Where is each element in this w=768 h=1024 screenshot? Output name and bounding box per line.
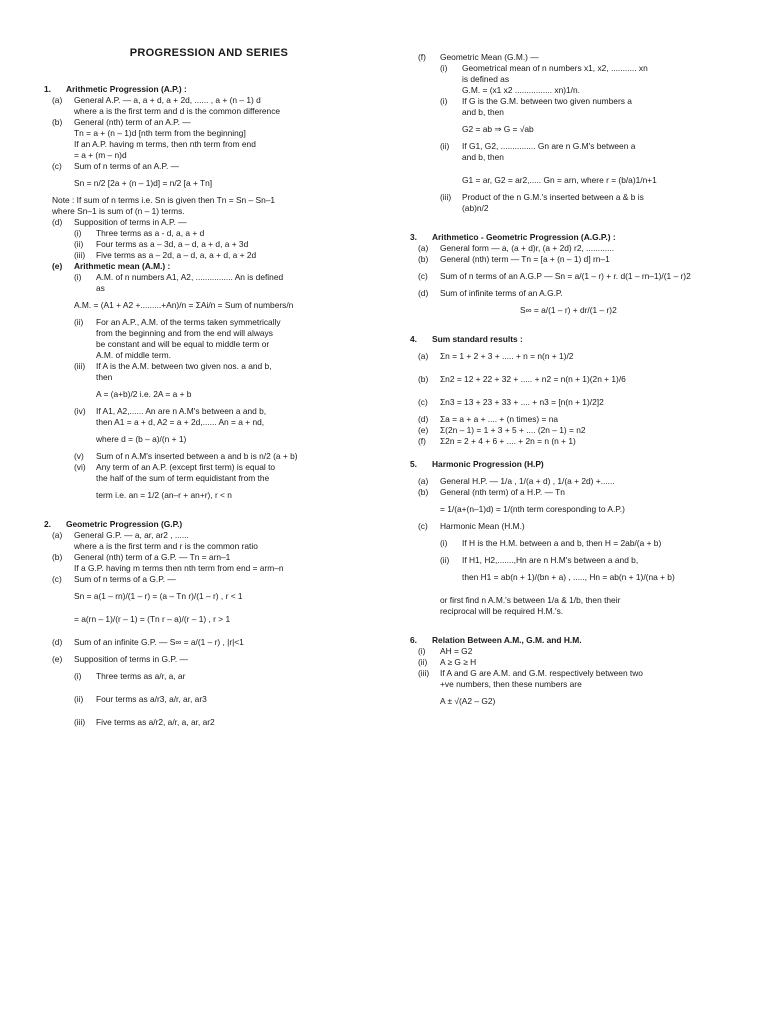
item-label: (ii) (440, 555, 450, 565)
item-text: General (nth term) of a H.P. — Tn (440, 487, 565, 497)
spacer (410, 385, 730, 397)
text-line: A ± √(A2 – G2) (440, 696, 496, 706)
item-text: A ≥ G ≥ H (440, 657, 477, 667)
sub-list-item (44, 462, 374, 473)
item-label: (i) (418, 646, 426, 656)
section-title: Arithmetico - Geometric Progression (A.G.P.) : (432, 232, 616, 242)
text-line: where Sn–1 is sum of (n – 1) terms. (52, 206, 185, 216)
item-text: Sum of infinite terms of an A.G.P. (440, 288, 563, 298)
item-text: Product of the n G.M.'s inserted between a & b is (462, 192, 644, 202)
item-text: Sum of an infinite G.P. — S∞ = a/(1 – r) , |r|<1 (74, 637, 244, 647)
section-heading (410, 459, 730, 470)
sub-list-item (44, 272, 374, 283)
item-label: (iii) (440, 192, 452, 202)
text-line: S∞ = a/(1 – r) + dr/(1 – r)2 (520, 305, 617, 315)
item-text: General G.P. — a, ar, ar2 , ...... (74, 530, 189, 540)
text-line: and b, then (462, 107, 504, 117)
item-label: (ii) (74, 239, 84, 249)
list-item (410, 271, 730, 282)
spacer (410, 617, 730, 629)
sub-list-item (44, 317, 374, 328)
item-text: AH = G2 (440, 646, 473, 656)
sub-list-item (410, 555, 730, 566)
item-label: (c) (418, 521, 428, 531)
list-item (410, 436, 730, 447)
sub-list-item (44, 250, 374, 261)
section-title: Sum standard results : (432, 334, 523, 344)
text-line: Sn = a(1 – rn)/(1 – r) = (a – Tn r)/(1 – r) , r < 1 (74, 591, 243, 601)
text-line: +ve numbers, then these numbers are (440, 679, 582, 689)
list-item (410, 397, 730, 408)
spacer (44, 705, 374, 717)
item-label: (iii) (74, 250, 86, 260)
text-line: G.M. = (x1 x2 ................ xn)1/n. (462, 85, 580, 95)
sub-list-item (410, 192, 730, 203)
text-line: Sn = n/2 [2a + (n – 1)d] = n/2 [a + Tn] (74, 178, 213, 188)
item-label: (i) (440, 96, 448, 106)
spacer (410, 316, 730, 328)
item-text: Five terms as a/r2, a/r, a, ar, ar2 (96, 717, 215, 727)
list-item (410, 288, 730, 299)
section-heading (44, 84, 374, 95)
item-text: Sum of n terms of a G.P. — (74, 574, 176, 584)
sub-list-item (44, 228, 374, 239)
item-label: (iv) (74, 406, 86, 416)
list-item (410, 52, 730, 63)
item-text: Harmonic Mean (H.M.) (440, 521, 525, 531)
text-line: where a is the first term and r is the common ratio (74, 541, 258, 551)
item-text: Σ(2n – 1) = 1 + 3 + 5 + .... (2n – 1) = n2 (440, 425, 586, 435)
section-number: 2. (44, 519, 51, 529)
text-line: G2 = ab ⇒ G = √ab (462, 124, 534, 134)
spacer (410, 163, 730, 175)
spacer (410, 583, 730, 595)
item-text: Geometrical mean of n numbers x1, x2, ........... xn (462, 63, 648, 73)
item-text: Sum of n terms of an A.P. — (74, 161, 180, 171)
item-label: (ii) (418, 657, 428, 667)
item-label: (a) (52, 95, 63, 105)
sub-list-item (44, 694, 374, 705)
section-number: 6. (410, 635, 417, 645)
section-heading (410, 635, 730, 646)
section-number: 1. (44, 84, 51, 94)
item-text: Geometric Mean (G.M.) — (440, 52, 539, 62)
item-label: (f) (418, 436, 426, 446)
item-text: Σa = a + a + .... + (n times) = na (440, 414, 559, 424)
section-title: Relation Between A.M., G.M. and H.M. (432, 635, 582, 645)
page-title: PROGRESSION AND SERIES (129, 47, 289, 59)
text-line: A = (a+b)/2 i.e. 2A = a + b (96, 389, 192, 399)
item-text: General H.P. — 1/a , 1/(a + d) , 1/(a + 2d) +...... (440, 476, 615, 486)
spacer (44, 625, 374, 637)
text-line: then A1 = a + d, A2 = a + 2d,...... An = a + nd, (96, 417, 265, 427)
item-text: Any term of an A.P. (except first term) is equal to (96, 462, 276, 472)
item-text: Sum of n A.M's inserted between a and b is n/2 (a + b) (96, 451, 298, 461)
list-item (410, 425, 730, 436)
text-line: then H1 = ab(n + 1)/(bn + a) , ....., Hn = ab(n + 1)/(na + b) (462, 572, 675, 582)
list-item (44, 530, 374, 541)
list-item (44, 654, 374, 665)
item-text: Four terms as a/r3, a/r, ar, ar3 (96, 694, 207, 704)
item-label: (v) (74, 451, 84, 461)
sub-list-item (44, 671, 374, 682)
item-text: General (nth) term of a G.P. — Tn = arn–1 (74, 552, 231, 562)
item-text: If H is the H.M. between a and b, then H = 2ab/(a + b) (462, 538, 662, 548)
section-title: Harmonic Progression (H.P) (432, 459, 544, 469)
text-line: be constant and will be equal to middle term or (96, 339, 270, 349)
item-label: (b) (52, 552, 63, 562)
item-label: (a) (418, 476, 429, 486)
item-label: (c) (418, 397, 428, 407)
item-label: (vi) (74, 462, 86, 472)
item-label: (c) (418, 271, 428, 281)
item-label: (i) (74, 671, 82, 681)
item-label: (ii) (74, 317, 84, 327)
item-text: Σn2 = 12 + 22 + 32 + ..... + n2 = n(n + 1)(2n + 1)/6 (440, 374, 626, 384)
text-line: reciprocal will be required H.M.'s. (440, 606, 564, 616)
list-item (410, 374, 730, 385)
item-text: If A1, A2,...... An are n A.M's between a and b, (96, 406, 267, 416)
item-text: If H1, H2,.......,Hn are n H.M's between a and b, (462, 555, 639, 565)
sub-list-item (44, 451, 374, 462)
spacer (410, 362, 730, 374)
item-label: (a) (418, 351, 429, 361)
item-label: (c) (52, 574, 62, 584)
text-line: A.M. of middle term. (96, 350, 171, 360)
item-label: (f) (418, 52, 426, 62)
text-line: (ab)n/2 (462, 203, 489, 213)
text-line: If an A.P. having m terms, then nth term from end (74, 139, 256, 149)
item-label: (i) (440, 63, 448, 73)
section-heading (44, 519, 374, 530)
section-number: 5. (410, 459, 417, 469)
item-label: (b) (418, 254, 429, 264)
list-item (410, 668, 730, 679)
spacer (410, 447, 730, 453)
item-label: (b) (418, 374, 429, 384)
list-item (410, 646, 730, 657)
section-title: Arithmetic Progression (A.P.) : (66, 84, 187, 94)
section-number: 3. (410, 232, 417, 242)
text-line: Tn = a + (n – 1)d [nth term from the beginning] (74, 128, 246, 138)
list-item (44, 161, 374, 172)
sub-list-item (410, 96, 730, 107)
text-line: = a(rn – 1)/(r – 1) = (Tn r – a)/(r – 1) , r > 1 (74, 614, 231, 624)
spacer (44, 501, 374, 513)
item-label: (iii) (74, 717, 86, 727)
item-label: (iii) (418, 668, 430, 678)
item-label: (d) (418, 414, 429, 424)
item-label: (e) (52, 654, 63, 664)
item-text: For an A.P., A.M. of the terms taken symmetrically (96, 317, 281, 327)
spacer (44, 602, 374, 614)
item-text: A.M. of n numbers A1, A2, ................ An is defined (96, 272, 284, 282)
item-label: (c) (52, 161, 62, 171)
item-label: (i) (74, 272, 82, 282)
section-heading (410, 232, 730, 243)
item-text: Five terms as a – 2d, a – d, a, a + d, a + 2d (96, 250, 257, 260)
section-number: 4. (410, 334, 417, 344)
sub-list-item (410, 63, 730, 74)
item-text: Supposition of terms in G.P. — (74, 654, 188, 664)
item-text: Three terms as a/r, a, ar (96, 671, 186, 681)
text-line: = a + (m – n)d (74, 150, 127, 160)
sub-list-item (410, 141, 730, 152)
list-item (410, 351, 730, 362)
spacer (410, 214, 730, 226)
item-text: Sum of n terms of an A.G.P — Sn = a/(1 – r) + r. d(1 – rn–1)/(1 – r)2 (440, 271, 691, 281)
sub-list-item (44, 361, 374, 372)
text-line: is defined as (462, 74, 510, 84)
item-text: Σn = 1 + 2 + 3 + ..... + n = n(n + 1)/2 (440, 351, 574, 361)
list-item (410, 521, 730, 532)
item-text: If G1, G2, ............... Gn are n G.M's between a (462, 141, 636, 151)
item-text: Σn3 = 13 + 23 + 33 + .... + n3 = [n(n + 1)/2]2 (440, 397, 604, 407)
text-line: = 1/(a+(n–1)d) = 1/(nth term coresponding to A.P.) (440, 504, 625, 514)
item-label: (i) (440, 538, 448, 548)
item-text: General (nth) term of an A.P. — (74, 117, 191, 127)
item-label: (ii) (74, 694, 84, 704)
item-text: If A is the A.M. between two given nos. a and b, (96, 361, 272, 371)
item-label: (d) (52, 217, 63, 227)
list-item (44, 117, 374, 128)
text-line: the half of the sum of term equidistant from the (96, 473, 270, 483)
item-label: (d) (52, 637, 63, 647)
text-line: A.M. = (A1 + A2 +.........+An)/n = ΣAi/n = Sum of numbers/n (74, 300, 294, 310)
list-item (410, 243, 730, 254)
item-label: (a) (52, 530, 63, 540)
sub-list-item (44, 239, 374, 250)
item-text: Arithmetic mean (A.M.) : (74, 261, 171, 271)
item-label: (b) (418, 487, 429, 497)
item-label: (a) (418, 243, 429, 253)
item-label: (ii) (440, 141, 450, 151)
list-item (44, 95, 374, 106)
text-line: term i.e. an = 1/2 (an–r + an+r), r < n (96, 490, 232, 500)
text-line: and b, then (462, 152, 504, 162)
left-column (44, 78, 374, 728)
item-text: If G is the G.M. between two given numbers a (462, 96, 632, 106)
section-heading (410, 334, 730, 345)
item-text: Three terms as a - d, a, a + d (96, 228, 205, 238)
list-item (410, 487, 730, 498)
sub-list-item (44, 406, 374, 417)
item-text: Supposition of terms in A.P. — (74, 217, 187, 227)
list-item (44, 637, 374, 648)
list-item (410, 254, 730, 265)
text-line: then (96, 372, 113, 382)
item-label: (i) (74, 228, 82, 238)
text-line: or first find n A.M.'s between 1/a & 1/b, then their (440, 595, 621, 605)
text-line: G1 = ar, G2 = ar2,..... Gn = arn, where r = (b/a)1/n+1 (462, 175, 657, 185)
item-text: General form — a, (a + d)r, (a + 2d) r2, ............ (440, 243, 615, 253)
sub-list-item (410, 538, 730, 549)
section-title: Geometric Progression (G.P.) (66, 519, 183, 529)
list-item (410, 476, 730, 487)
item-label: (iii) (74, 361, 86, 371)
item-text: Four terms as a – 3d, a – d, a + d, a + 3d (96, 239, 249, 249)
item-label: (b) (52, 117, 63, 127)
list-item (44, 261, 374, 272)
list-item (44, 217, 374, 228)
text-line: as (96, 283, 105, 293)
item-text: General (nth) term — Tn = [a + (n – 1) d] rn–1 (440, 254, 610, 264)
spacer (44, 682, 374, 694)
text-line: where a is the first term and d is the common difference (74, 106, 281, 116)
item-text: Σ2n = 2 + 4 + 6 + .... + 2n = n (n + 1) (440, 436, 576, 446)
list-item (410, 414, 730, 425)
list-item (410, 657, 730, 668)
list-item (44, 552, 374, 563)
item-label: (e) (418, 425, 429, 435)
item-text: If A and G are A.M. and G.M. respectively between two (440, 668, 643, 678)
text-line: where d = (b – a)/(n + 1) (96, 434, 187, 444)
text-line: If a G.P. having m terms then nth term from end = arm–n (74, 563, 284, 573)
note-text: Note : If sum of n terms i.e. Sn is given then Tn = Sn – Sn–1 (52, 195, 276, 205)
list-item (44, 574, 374, 585)
sub-list-item (44, 717, 374, 728)
item-label: (d) (418, 288, 429, 298)
item-label: (e) (52, 261, 63, 271)
item-text: General A.P. — a, a + d, a + 2d, ...... , a + (n – 1) d (74, 95, 261, 105)
right-column (410, 52, 730, 707)
text-line: from the beginning and from the end will always (96, 328, 273, 338)
